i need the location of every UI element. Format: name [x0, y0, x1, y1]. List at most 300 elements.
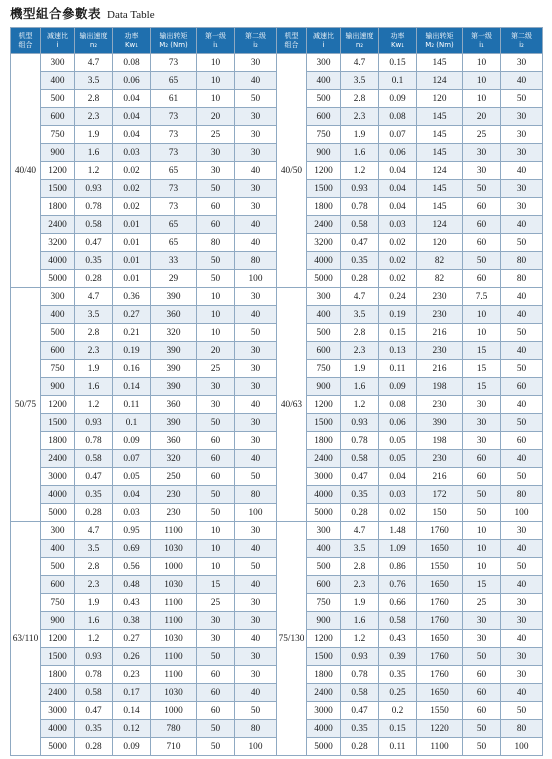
table-cell: 2.3	[75, 576, 113, 594]
table-cell: 0.04	[379, 162, 417, 180]
table-cell: 0.09	[113, 432, 151, 450]
table-cell: 0.03	[379, 486, 417, 504]
table-cell: 172	[417, 486, 463, 504]
table-cell: 0.36	[113, 288, 151, 306]
table-cell: 0.93	[341, 180, 379, 198]
table-cell: 50	[197, 738, 235, 756]
table-cell: 30	[501, 144, 543, 162]
table-cell: 300	[41, 522, 75, 540]
table-cell: 0.04	[113, 486, 151, 504]
table-cell: 390	[151, 288, 197, 306]
table-cell: 40	[501, 396, 543, 414]
table-cell: 0.01	[113, 252, 151, 270]
header-ratio-right	[307, 28, 341, 54]
table-cell: 3200	[41, 234, 75, 252]
table-cell: 5000	[41, 504, 75, 522]
table-cell: 0.15	[379, 54, 417, 72]
table-cell: 390	[417, 414, 463, 432]
table-cell: 360	[151, 432, 197, 450]
header-label-top: 第二级	[245, 31, 266, 40]
header-label-bottom: i₁	[479, 40, 484, 49]
table-cell: 0.58	[341, 450, 379, 468]
table-cell: 50	[501, 702, 543, 720]
table-cell: 0.02	[113, 180, 151, 198]
table-cell: 230	[417, 288, 463, 306]
table-cell: 145	[417, 144, 463, 162]
table-cell: 80	[501, 270, 543, 288]
table-cell: 900	[41, 378, 75, 396]
table-cell: 50	[235, 324, 277, 342]
table-cell: 30	[197, 396, 235, 414]
table-cell: 0.03	[379, 216, 417, 234]
table-cell: 0.35	[341, 252, 379, 270]
table-cell: 2.3	[75, 342, 113, 360]
header-label-bottom: M₂ (Nm)	[425, 40, 454, 49]
table-cell: 0.05	[379, 432, 417, 450]
table-cell: 1.9	[75, 594, 113, 612]
table-cell: 10	[463, 522, 501, 540]
table-cell: 10	[197, 90, 235, 108]
table-row	[11, 522, 543, 540]
table-cell: 0.02	[113, 198, 151, 216]
table-cell: 40	[235, 216, 277, 234]
table-cell: 60	[501, 432, 543, 450]
table-cell: 40	[501, 288, 543, 306]
table-cell: 2.3	[341, 342, 379, 360]
table-cell: 10	[197, 72, 235, 90]
table-cell: 50	[463, 180, 501, 198]
table-cell: 50	[463, 648, 501, 666]
table-cell: 0.11	[113, 396, 151, 414]
table-cell: 2.3	[75, 108, 113, 126]
table-cell: 320	[151, 450, 197, 468]
table-cell: 500	[307, 90, 341, 108]
header-stage1-right	[463, 28, 501, 54]
header-label-top: 输出转矩	[425, 31, 454, 40]
table-cell: 4.7	[75, 288, 113, 306]
table-cell: 250	[151, 468, 197, 486]
table-cell: 390	[151, 342, 197, 360]
header-label-bottom: 组合	[284, 40, 299, 49]
table-cell: 1200	[307, 162, 341, 180]
table-cell: 120	[417, 90, 463, 108]
table-cell: 0.03	[113, 504, 151, 522]
table-cell: 30	[197, 162, 235, 180]
table-cell: 1.6	[75, 612, 113, 630]
table-cell: 1030	[151, 684, 197, 702]
table-cell: 198	[417, 378, 463, 396]
table-cell: 0.28	[341, 270, 379, 288]
table-cell: 73	[151, 198, 197, 216]
table-cell: 60	[197, 198, 235, 216]
table-cell: 40	[235, 450, 277, 468]
table-cell: 65	[151, 216, 197, 234]
table-cell: 1030	[151, 576, 197, 594]
table-cell: 40	[501, 342, 543, 360]
table-cell: 3000	[307, 468, 341, 486]
table-cell: 25	[463, 594, 501, 612]
table-cell: 0.08	[379, 396, 417, 414]
table-cell: 0.35	[75, 252, 113, 270]
table-cell: 0.27	[113, 630, 151, 648]
table-cell: 80	[197, 234, 235, 252]
table-cell: 1.9	[341, 126, 379, 144]
table-cell: 30	[235, 126, 277, 144]
table-cell: 73	[151, 108, 197, 126]
table-cell: 4000	[41, 486, 75, 504]
table-cell: 1650	[417, 540, 463, 558]
table-cell: 0.26	[113, 648, 151, 666]
table-cell: 30	[235, 54, 277, 72]
table-cell: 0.28	[75, 270, 113, 288]
table-cell: 1100	[151, 522, 197, 540]
table-cell: 20	[197, 342, 235, 360]
table-cell: 0.43	[379, 630, 417, 648]
table-cell: 10	[463, 324, 501, 342]
table-cell: 0.48	[113, 576, 151, 594]
table-cell: 100	[501, 504, 543, 522]
header-label-top: 功率	[124, 31, 139, 40]
table-cell: 2400	[307, 216, 341, 234]
table-cell: 30	[235, 342, 277, 360]
table-cell: 0.47	[341, 234, 379, 252]
table-cell: 7.5	[463, 288, 501, 306]
table-cell: 0.56	[113, 558, 151, 576]
table-cell: 1030	[151, 630, 197, 648]
table-cell: 2.8	[341, 90, 379, 108]
table-cell: 400	[41, 306, 75, 324]
table-cell: 0.25	[379, 684, 417, 702]
table-cell: 1.9	[75, 360, 113, 378]
table-cell: 1760	[417, 648, 463, 666]
table-cell: 30	[501, 594, 543, 612]
table-cell: 1800	[41, 198, 75, 216]
table-cell: 3.5	[341, 72, 379, 90]
table-cell: 500	[307, 558, 341, 576]
table-cell: 0.02	[379, 234, 417, 252]
table-cell: 0.02	[379, 270, 417, 288]
table-cell: 0.78	[341, 198, 379, 216]
table-cell: 25	[463, 126, 501, 144]
table-cell: 40	[235, 684, 277, 702]
table-cell: 1500	[41, 180, 75, 198]
table-cell: 0.43	[113, 594, 151, 612]
header-torque-right	[417, 28, 463, 54]
table-cell: 216	[417, 324, 463, 342]
header-label-top: 第一级	[205, 31, 226, 40]
table-cell: 0.05	[113, 468, 151, 486]
table-cell: 3.5	[75, 306, 113, 324]
table-cell: 30	[501, 198, 543, 216]
table-cell: 1650	[417, 684, 463, 702]
table-cell: 1760	[417, 666, 463, 684]
table-cell: 61	[151, 90, 197, 108]
header-label-bottom: i	[56, 40, 59, 49]
model-cell: 75/130	[277, 522, 307, 756]
table-cell: 900	[307, 378, 341, 396]
table-cell: 30	[235, 666, 277, 684]
table-cell: 50	[235, 558, 277, 576]
table-cell: 500	[41, 90, 75, 108]
table-cell: 0.78	[75, 432, 113, 450]
table-cell: 1220	[417, 720, 463, 738]
table-cell: 0.14	[113, 702, 151, 720]
table-cell: 73	[151, 54, 197, 72]
header-label-top: 减速比	[47, 31, 68, 40]
header-label-top: 机型	[18, 31, 33, 40]
table-cell: 600	[307, 576, 341, 594]
table-cell: 4000	[307, 720, 341, 738]
header-label-bottom: i₂	[253, 40, 258, 49]
table-cell: 1.6	[75, 378, 113, 396]
table-cell: 0.58	[379, 612, 417, 630]
table-cell: 0.39	[379, 648, 417, 666]
table-cell: 30	[235, 432, 277, 450]
model-cell: 40/63	[277, 288, 307, 522]
table-cell: 10	[463, 54, 501, 72]
table-cell: 1500	[307, 180, 341, 198]
table-cell: 1.2	[341, 630, 379, 648]
table-cell: 50	[501, 468, 543, 486]
table-cell: 20	[463, 108, 501, 126]
table-cell: 0.58	[341, 216, 379, 234]
table-cell: 0.93	[75, 648, 113, 666]
table-cell: 60	[197, 468, 235, 486]
table-cell: 0.1	[379, 72, 417, 90]
header-speed-right	[341, 28, 379, 54]
table-cell: 5000	[307, 270, 341, 288]
table-cell: 30	[197, 144, 235, 162]
table-cell: 100	[235, 738, 277, 756]
table-cell: 0.28	[341, 738, 379, 756]
table-cell: 1200	[307, 396, 341, 414]
table-cell: 145	[417, 180, 463, 198]
title-english: Data Table	[107, 9, 155, 21]
table-cell: 0.93	[75, 180, 113, 198]
table-cell: 30	[235, 594, 277, 612]
table-cell: 30	[463, 432, 501, 450]
table-cell: 400	[41, 72, 75, 90]
table-cell: 0.14	[113, 378, 151, 396]
table-cell: 0.28	[75, 738, 113, 756]
table-cell: 10	[197, 558, 235, 576]
title-chinese: 機型組合參數表	[10, 6, 102, 21]
table-cell: 3.5	[341, 306, 379, 324]
table-cell: 40	[501, 576, 543, 594]
table-cell: 50	[501, 414, 543, 432]
table-cell: 73	[151, 126, 197, 144]
table-cell: 1760	[417, 612, 463, 630]
table-cell: 1.9	[341, 594, 379, 612]
table-cell: 400	[307, 72, 341, 90]
table-cell: 30	[197, 378, 235, 396]
table-cell: 0.02	[113, 162, 151, 180]
table-cell: 50	[197, 720, 235, 738]
table-cell: 60	[197, 450, 235, 468]
header-speed-left	[75, 28, 113, 54]
table-cell: 600	[41, 108, 75, 126]
table-cell: 30	[235, 360, 277, 378]
table-cell: 0.93	[75, 414, 113, 432]
table-cell: 80	[501, 720, 543, 738]
table-cell: 1500	[307, 648, 341, 666]
table-cell: 1000	[151, 558, 197, 576]
table-cell: 4.7	[75, 522, 113, 540]
table-cell: 30	[501, 54, 543, 72]
table-cell: 15	[197, 576, 235, 594]
table-cell: 82	[417, 252, 463, 270]
table-cell: 15	[463, 378, 501, 396]
header-label-bottom: n₂	[355, 40, 364, 49]
table-cell: 1100	[151, 612, 197, 630]
table-cell: 25	[197, 126, 235, 144]
table-cell: 145	[417, 198, 463, 216]
table-cell: 230	[417, 450, 463, 468]
table-cell: 145	[417, 108, 463, 126]
table-cell: 20	[197, 108, 235, 126]
table-cell: 400	[41, 540, 75, 558]
table-cell: 60	[463, 216, 501, 234]
table-cell: 80	[235, 252, 277, 270]
table-cell: 15	[463, 360, 501, 378]
table-cell: 60	[197, 666, 235, 684]
table-cell: 300	[307, 288, 341, 306]
table-cell: 0.93	[341, 648, 379, 666]
table-cell: 0.78	[341, 432, 379, 450]
table-cell: 30	[463, 414, 501, 432]
table-cell: 65	[151, 72, 197, 90]
table-cell: 40	[235, 306, 277, 324]
table-cell: 1.48	[379, 522, 417, 540]
table-cell: 5000	[41, 270, 75, 288]
table-cell: 0.58	[341, 684, 379, 702]
table-cell: 900	[307, 612, 341, 630]
table-cell: 0.19	[113, 342, 151, 360]
table-cell: 30	[235, 144, 277, 162]
table-row	[11, 288, 543, 306]
table-cell: 40	[235, 576, 277, 594]
table-cell: 40	[235, 234, 277, 252]
table-cell: 1.2	[75, 396, 113, 414]
header-label-top: 减速比	[313, 31, 334, 40]
table-cell: 0.02	[379, 252, 417, 270]
table-cell: 40	[501, 630, 543, 648]
table-cell: 0.04	[113, 90, 151, 108]
table-cell: 0.27	[113, 306, 151, 324]
table-cell: 40	[501, 72, 543, 90]
header-label-top: 输出转矩	[159, 31, 188, 40]
table-cell: 30	[501, 522, 543, 540]
table-cell: 40	[501, 162, 543, 180]
table-cell: 230	[417, 396, 463, 414]
header-ratio-left	[41, 28, 75, 54]
table-cell: 30	[463, 144, 501, 162]
table-cell: 0.17	[113, 684, 151, 702]
table-cell: 50	[197, 486, 235, 504]
table-cell: 1100	[151, 594, 197, 612]
table-cell: 30	[235, 288, 277, 306]
table-cell: 5000	[41, 738, 75, 756]
table-cell: 1.6	[341, 612, 379, 630]
table-cell: 30	[235, 378, 277, 396]
table-cell: 120	[417, 234, 463, 252]
table-cell: 900	[307, 144, 341, 162]
table-cell: 80	[235, 486, 277, 504]
table-cell: 40	[501, 450, 543, 468]
table-cell: 1.6	[75, 144, 113, 162]
table-cell: 1500	[307, 414, 341, 432]
table-cell: 40	[501, 540, 543, 558]
table-cell: 50	[463, 738, 501, 756]
table-cell: 40	[501, 684, 543, 702]
table-cell: 0.04	[113, 126, 151, 144]
table-cell: 30	[235, 108, 277, 126]
table-cell: 0.66	[379, 594, 417, 612]
table-cell: 40	[501, 216, 543, 234]
table-cell: 1.09	[379, 540, 417, 558]
table-cell: 30	[235, 648, 277, 666]
table-cell: 30	[501, 648, 543, 666]
table-cell: 600	[41, 342, 75, 360]
table-cell: 10	[463, 90, 501, 108]
table-cell: 30	[235, 522, 277, 540]
header-stage1-left	[197, 28, 235, 54]
table-cell: 750	[41, 360, 75, 378]
table-cell: 60	[463, 666, 501, 684]
table-cell: 4.7	[75, 54, 113, 72]
table-cell: 50	[197, 648, 235, 666]
table-cell: 0.86	[379, 558, 417, 576]
table-cell: 0.04	[379, 180, 417, 198]
table-cell: 15	[463, 342, 501, 360]
table-cell: 1.2	[341, 396, 379, 414]
table-cell: 0.47	[341, 702, 379, 720]
table-cell: 390	[151, 414, 197, 432]
table-cell: 0.93	[341, 414, 379, 432]
table-cell: 2400	[41, 450, 75, 468]
header-label-top: 功率	[390, 31, 405, 40]
table-cell: 1550	[417, 702, 463, 720]
table-cell: 0.38	[113, 612, 151, 630]
table-cell: 1000	[151, 702, 197, 720]
table-cell: 10	[463, 540, 501, 558]
header-row	[11, 28, 543, 54]
table-cell: 1200	[41, 630, 75, 648]
table-cell: 750	[41, 126, 75, 144]
data-table	[10, 27, 543, 756]
header-power-left	[113, 28, 151, 54]
table-cell: 0.04	[379, 198, 417, 216]
table-cell: 1800	[307, 666, 341, 684]
table-body	[11, 54, 543, 756]
table-cell: 0.28	[341, 504, 379, 522]
table-cell: 4000	[307, 252, 341, 270]
table-cell: 145	[417, 54, 463, 72]
header-model-left	[11, 28, 41, 54]
header-power-right	[379, 28, 417, 54]
header-label-top: 输出速度	[79, 31, 108, 40]
table-cell: 4000	[41, 252, 75, 270]
model-cell: 40/50	[277, 54, 307, 288]
table-cell: 10	[197, 306, 235, 324]
table-cell: 30	[463, 162, 501, 180]
table-cell: 0.35	[341, 720, 379, 738]
table-cell: 230	[151, 504, 197, 522]
table-cell: 300	[307, 54, 341, 72]
table-cell: 1100	[417, 738, 463, 756]
table-cell: 50	[501, 558, 543, 576]
table-cell: 2400	[41, 684, 75, 702]
